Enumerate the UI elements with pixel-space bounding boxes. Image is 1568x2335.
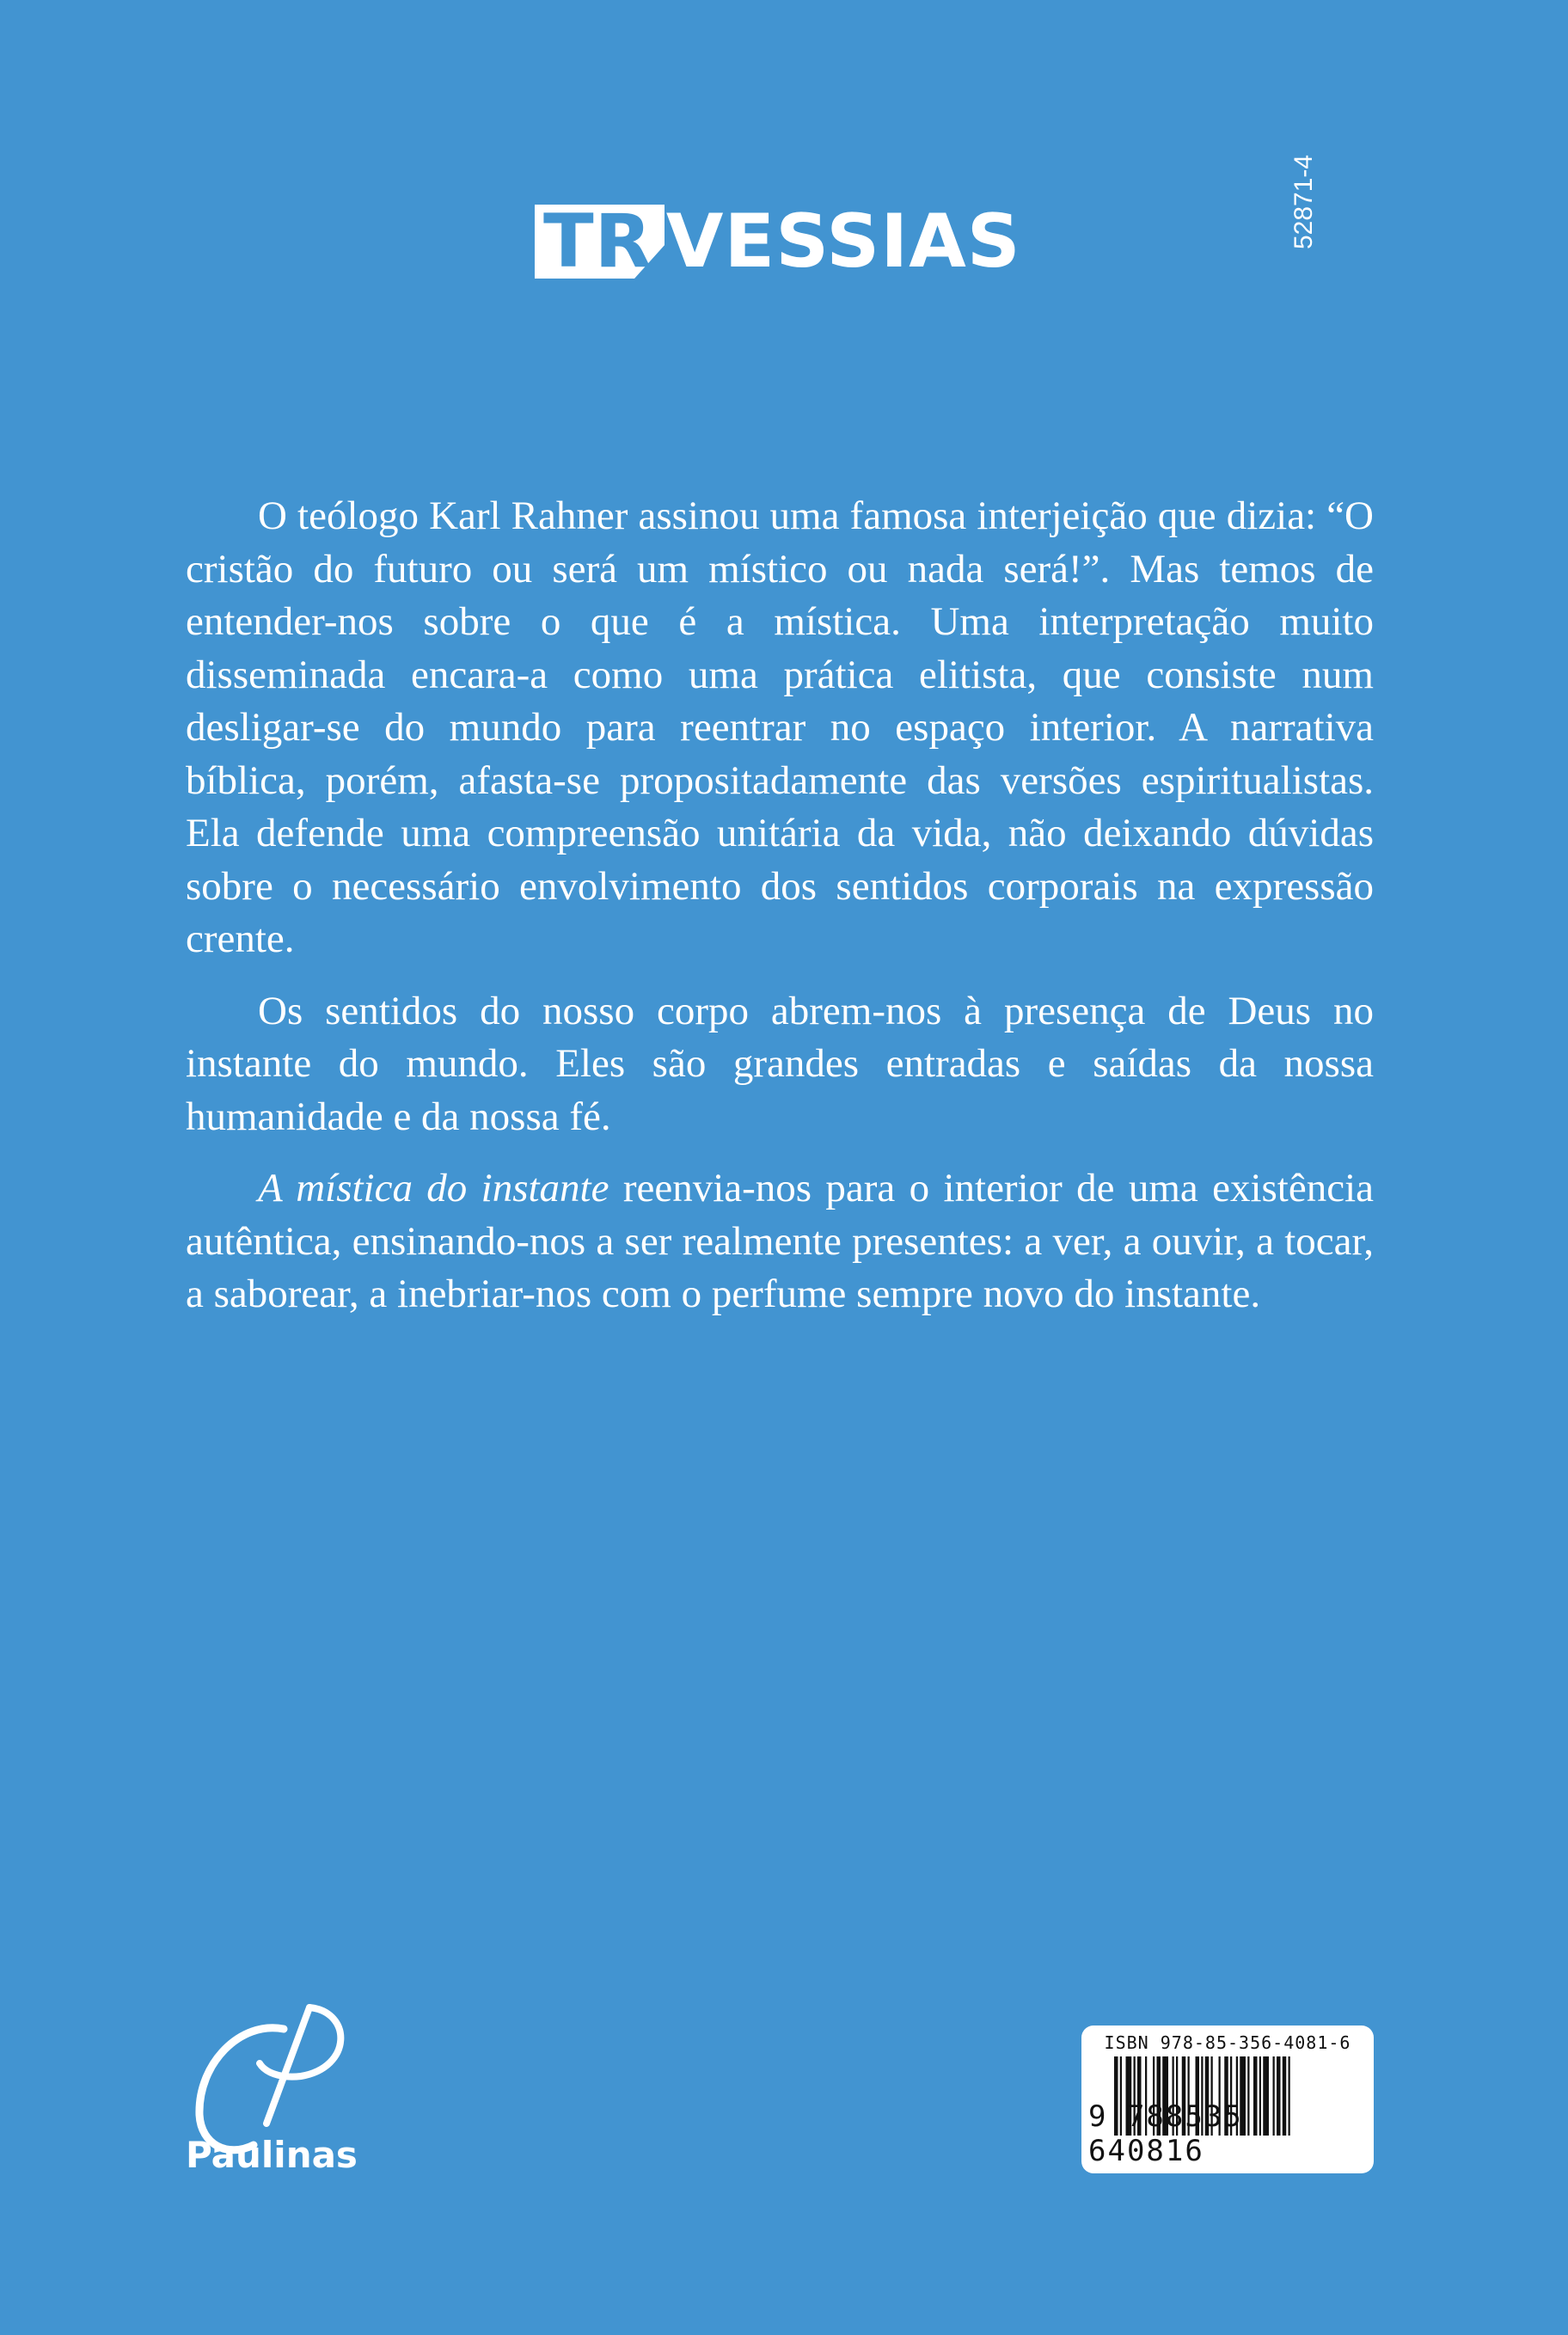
blurb-paragraph-3-text: reenvia-nos para o interior de uma existência autêntica, ensinando-nos a ser realmente presentes: a ver, a ouvir, a tocar, a saborear, a inebriar-nos com o perfume sempre novo do instante. xyxy=(186,1166,1374,1316)
back-cover-blurb xyxy=(186,490,1374,1340)
publisher-name: Paulinas xyxy=(186,2134,358,2176)
product-code: 52871-4 xyxy=(1289,154,1318,249)
ean-digits: 9 788535 640816 xyxy=(1088,2099,1243,2168)
series-logo xyxy=(535,199,1021,285)
isbn-label: ISBN 978-85-356-4081-6 xyxy=(1104,2032,1351,2053)
series-logo-part1: TR xyxy=(543,199,652,285)
series-logo-rest xyxy=(665,199,1021,285)
blurb-paragraph-1: O teólogo Karl Rahner assinou uma famosa interjeição que dizia: “O cristão do futuro ou será um místico ou nada será!”. Mas temos de entender-nos sobre o que é a mística. Uma interpretação muito disseminada encara-a como uma prática elitista, que consiste num desligar-se do mundo para reentrar no espaço interior. A narrativa bíblica, porém, afasta-se propositadamente das versões espiritualistas. Ela defende uma compreensão unitária da vida, não deixando dúvidas sobre o necessário envolvimento dos sentidos corporais na expressão crente. xyxy=(186,493,1374,961)
isbn-barcode xyxy=(1081,2026,1374,2173)
series-logo-box xyxy=(535,199,665,285)
logo-triangle-icon xyxy=(634,244,665,279)
series-logo-part2: VESSIAS xyxy=(665,199,1021,285)
book-title-italic: A mística do instante xyxy=(258,1166,609,1210)
blurb-paragraph-2: Os sentidos do nosso corpo abrem-nos à presença de Deus no instante do mundo. Eles são grandes entradas e saídas da nossa humanidade e da nossa fé. xyxy=(186,988,1374,1139)
blurb-paragraph-3 xyxy=(186,1162,1374,1321)
